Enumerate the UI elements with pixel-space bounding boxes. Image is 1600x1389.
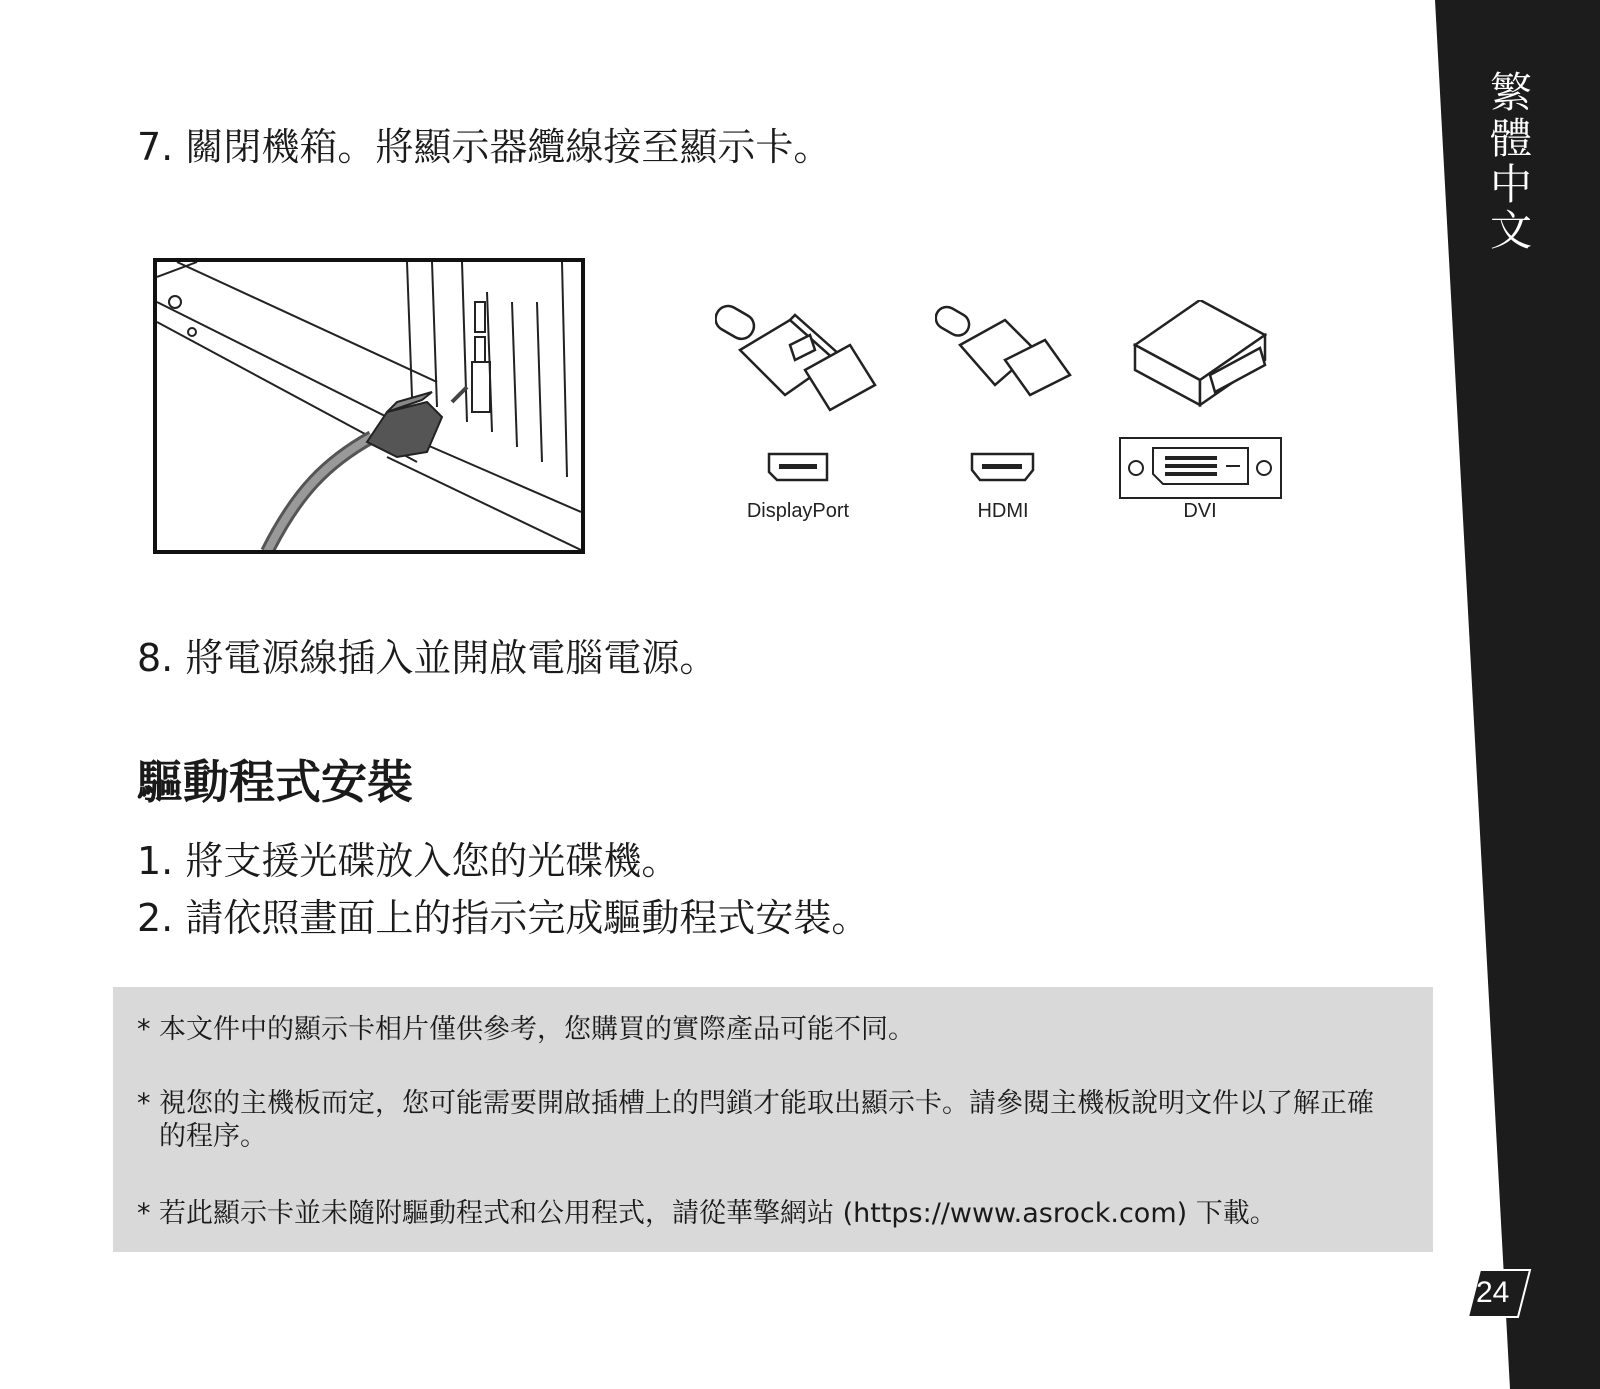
driver-install-heading: 驅動程式安裝: [137, 755, 413, 809]
dvi-adapter-icon: [1130, 300, 1280, 410]
driver-step-1: 1. 將支援光碟放入您的光碟機。: [137, 839, 680, 883]
displayport-plug-icon: [715, 300, 885, 430]
step-7-text: 7. 關閉機箱。將顯示器纜線接至顯示卡。: [137, 125, 832, 169]
note-bullet: *: [137, 1198, 151, 1229]
step-8-text: 8. 將電源線插入並開啟電腦電源。: [137, 636, 718, 680]
displayport-label: DisplayPort: [746, 500, 850, 522]
note-2: [137, 1087, 1397, 1153]
language-tab-label: 繁體中文: [1484, 70, 1533, 254]
note-1: [137, 1013, 1397, 1046]
note-2-text: 視您的主機板而定，您可能需要開啟插槽上的閂鎖才能取出顯示卡。請參閱主機板說明文件以了解正確的程序。: [159, 1088, 1374, 1152]
hdmi-plug-icon: [935, 300, 1075, 410]
note-1-text: 本文件中的顯示卡相片僅供參考，您購買的實際產品可能不同。: [159, 1014, 915, 1045]
note-bullet: *: [137, 1014, 151, 1045]
dvi-label: DVI: [1183, 500, 1217, 522]
driver-step-2: 2. 請依照畫面上的指示完成驅動程式安裝。: [137, 896, 870, 940]
page-number-badge: [1460, 1262, 1535, 1324]
page-number: 24: [1476, 1276, 1510, 1309]
note-bullet: *: [137, 1088, 151, 1119]
hdmi-port-icon: [970, 452, 1035, 482]
note-3-text: 若此顯示卡並未隨附驅動程式和公用程式，請從華擎網站 (https://www.asrock.com) 下載。: [159, 1198, 1277, 1229]
hdmi-label: HDMI: [977, 500, 1029, 522]
dvi-port-icon: [1118, 436, 1283, 500]
cable-connection-illustration: [153, 258, 585, 554]
displayport-port-icon: [767, 452, 829, 482]
note-3: [137, 1197, 1397, 1230]
